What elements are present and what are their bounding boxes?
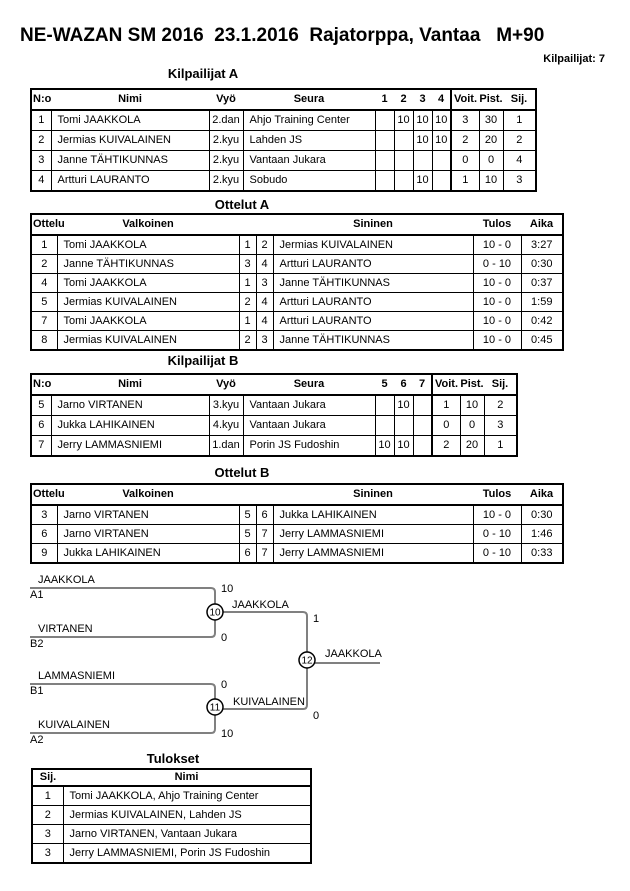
cell-tulos: 0 - 10 [473, 525, 521, 544]
col-header-pist: Pist. [479, 89, 503, 110]
cell-m3: 10 [413, 131, 432, 151]
cell-no: 5 [31, 395, 51, 416]
cell-pist: 10 [460, 395, 484, 416]
cell-n2: 2 [256, 235, 273, 255]
competitors-count: Kilpailijat: 7 [543, 53, 605, 65]
cell-sij: 3 [484, 416, 517, 436]
cell-sij: 1 [484, 436, 517, 457]
cell-aika: 0:45 [521, 331, 563, 351]
cell-m4: 10 [432, 110, 451, 131]
cell-m6 [394, 416, 413, 436]
cell-vyo: 4.kyu [209, 416, 243, 436]
bracket-score: 1 [313, 613, 320, 625]
col-header-sij: Sij. [484, 374, 517, 395]
col-header-valkoinen: Valkoinen [57, 484, 239, 505]
cell-m2 [394, 151, 413, 171]
cell-voit: 2 [432, 436, 460, 457]
cell-aika: 3:27 [521, 235, 563, 255]
cell-m4: 10 [432, 131, 451, 151]
cell-no: 3 [31, 151, 51, 171]
col-header-sij: Sij. [503, 89, 536, 110]
col-header-nimi: Nimi [63, 769, 311, 786]
cell-aika: 1:59 [521, 293, 563, 312]
col-header-sininen: Sininen [273, 484, 473, 505]
col-header-nimi: Nimi [51, 89, 209, 110]
cell-aika: 0:30 [521, 255, 563, 274]
cell-pist: 0 [460, 416, 484, 436]
table-row [32, 806, 311, 825]
cell-tulos: 10 - 0 [473, 293, 521, 312]
cell-vyo: 1.dan [209, 436, 243, 457]
cell-match-no: 8 [31, 331, 57, 351]
cell-vyo: 2.dan [209, 110, 243, 131]
col-header-m2: 2 [394, 89, 413, 110]
cell-sij: 2 [503, 131, 536, 151]
cell-nimi: Jerry LAMMASNIEMI, Porin JS Fudoshin [63, 844, 311, 864]
table-row [31, 171, 536, 192]
col-header-m1: 1 [375, 89, 394, 110]
ottelut-a-table [30, 213, 564, 351]
cell-no: 7 [31, 436, 51, 457]
cell-vyo: 2.kyu [209, 151, 243, 171]
bracket-seed: A1 [30, 589, 44, 601]
cell-seura: Porin JS Fudoshin [243, 436, 375, 457]
table-body [31, 505, 563, 563]
col-header-n2 [256, 484, 273, 505]
bracket-seed: A2 [30, 734, 44, 746]
cell-aika: 0:42 [521, 312, 563, 331]
cell-n1: 5 [239, 525, 256, 544]
col-header-seura: Seura [243, 89, 375, 110]
cell-sininen: Artturi LAURANTO [273, 255, 473, 274]
cell-sininen: Jermias KUIVALAINEN [273, 235, 473, 255]
cell-no: 2 [31, 131, 51, 151]
cell-match-no: 2 [31, 255, 57, 274]
table-body [32, 786, 311, 863]
cell-n2: 6 [256, 505, 273, 525]
table-row [31, 293, 563, 312]
col-header-ottelu: Ottelu [31, 214, 57, 235]
cell-nimi: Jukka LAHIKAINEN [51, 416, 209, 436]
cell-pist: 20 [479, 131, 503, 151]
col-header-aika: Aika [521, 484, 563, 505]
cell-m1 [375, 151, 394, 171]
table-row [31, 110, 536, 131]
cell-valkoinen: Jarno VIRTANEN [57, 505, 239, 525]
cell-m1 [375, 110, 394, 131]
cell-sininen: Jukka LAHIKAINEN [273, 505, 473, 525]
cell-m5 [375, 416, 394, 436]
section-title-ottelut-a: Ottelut A [214, 197, 270, 212]
cell-n1: 1 [239, 274, 256, 293]
cell-tulos: 10 - 0 [473, 505, 521, 525]
table-body [31, 235, 563, 350]
cell-m4 [432, 151, 451, 171]
cell-tulos: 0 - 10 [473, 255, 521, 274]
cell-vyo: 2.kyu [209, 131, 243, 151]
col-header-n2 [256, 214, 273, 235]
bracket-competitor-name: LAMMASNIEMI [38, 670, 116, 682]
cell-voit: 1 [432, 395, 460, 416]
cell-n1: 5 [239, 505, 256, 525]
col-header-m3: 3 [413, 89, 432, 110]
bracket-winner-name: KUIVALAINEN [233, 696, 305, 708]
cell-nimi: Tomi JAAKKOLA, Ahjo Training Center [63, 786, 311, 806]
bracket-champion-name: JAAKKOLA [325, 648, 382, 660]
cell-m2: 10 [394, 110, 413, 131]
cell-aika: 0:30 [521, 505, 563, 525]
cell-match-no: 5 [31, 293, 57, 312]
page-title: NE-WAZAN SM 2016 23.1.2016 Rajatorppa, Vantaa M+90 [20, 25, 545, 46]
section-title-kilpailijat-b: Kilpailijat B [167, 353, 239, 368]
cell-m2 [394, 131, 413, 151]
col-header-m6: 6 [394, 374, 413, 395]
cell-valkoinen: Jukka LAHIKAINEN [57, 544, 239, 564]
cell-m7 [413, 436, 432, 457]
table-row [31, 525, 563, 544]
cell-aika: 0:37 [521, 274, 563, 293]
cell-n2: 4 [256, 293, 273, 312]
bracket-diagram [0, 560, 630, 760]
table-row [31, 235, 563, 255]
col-header-vyo: Vyö [209, 374, 243, 395]
kilpailijat-b-table [30, 373, 518, 457]
match-number: 10 [209, 607, 221, 619]
section-title-kilpailijat-a: Kilpailijat A [167, 66, 239, 81]
col-header-no: N:o [31, 374, 51, 395]
cell-match-no: 9 [31, 544, 57, 564]
cell-pist: 0 [479, 151, 503, 171]
cell-sininen: Artturi LAURANTO [273, 293, 473, 312]
cell-n2: 7 [256, 525, 273, 544]
cell-n1: 2 [239, 331, 256, 351]
cell-sij: 4 [503, 151, 536, 171]
table-row [31, 395, 517, 416]
cell-sij: 1 [32, 786, 63, 806]
cell-m3: 10 [413, 171, 432, 192]
cell-tulos: 10 - 0 [473, 331, 521, 351]
cell-nimi: Jermias KUIVALAINEN [51, 131, 209, 151]
bracket-competitor-name: JAAKKOLA [38, 574, 95, 586]
cell-sij: 1 [503, 110, 536, 131]
bracket-seed: B2 [30, 638, 44, 650]
cell-sininen: Janne TÄHTIKUNNAS [273, 274, 473, 293]
bracket-competitor-name: VIRTANEN [38, 623, 93, 635]
table-row [32, 825, 311, 844]
cell-n2: 4 [256, 312, 273, 331]
cell-match-no: 3 [31, 505, 57, 525]
col-header-m4: 4 [432, 89, 451, 110]
bracket-seed: B1 [30, 685, 44, 697]
bracket-winner-name: JAAKKOLA [232, 599, 289, 611]
cell-sininen: Janne TÄHTIKUNNAS [273, 331, 473, 351]
cell-valkoinen: Tomi JAAKKOLA [57, 312, 239, 331]
cell-m3 [413, 151, 432, 171]
cell-seura: Vantaan Jukara [243, 416, 375, 436]
table-header [31, 89, 536, 110]
cell-no: 6 [31, 416, 51, 436]
table-row [31, 255, 563, 274]
bracket-score: 0 [313, 710, 320, 722]
cell-valkoinen: Janne TÄHTIKUNNAS [57, 255, 239, 274]
col-header-m7: 7 [413, 374, 432, 395]
table-row [31, 131, 536, 151]
cell-n1: 1 [239, 235, 256, 255]
cell-match-no: 6 [31, 525, 57, 544]
cell-seura: Vantaan Jukara [243, 151, 375, 171]
cell-valkoinen: Tomi JAAKKOLA [57, 235, 239, 255]
cell-m6: 10 [394, 395, 413, 416]
table-body [31, 395, 517, 456]
col-header-voit: Voit. [432, 374, 460, 395]
cell-n1: 6 [239, 544, 256, 564]
match-number: 11 [209, 702, 221, 714]
table-header [32, 769, 311, 786]
cell-valkoinen: Jermias KUIVALAINEN [57, 331, 239, 351]
cell-m2 [394, 171, 413, 192]
ottelut-b-table [30, 483, 564, 564]
cell-vyo: 2.kyu [209, 171, 243, 192]
cell-nimi: Jerry LAMMASNIEMI [51, 436, 209, 457]
col-header-voit: Voit. [451, 89, 479, 110]
kilpailijat-a-table [30, 88, 537, 192]
cell-n2: 3 [256, 274, 273, 293]
cell-pist: 20 [460, 436, 484, 457]
col-header-n1 [239, 214, 256, 235]
col-header-nimi: Nimi [51, 374, 209, 395]
cell-sij: 2 [484, 395, 517, 416]
cell-seura: Ahjo Training Center [243, 110, 375, 131]
table-header [31, 484, 563, 505]
cell-m5: 10 [375, 436, 394, 457]
section-title-ottelut-b: Ottelut B [214, 465, 270, 480]
col-header-m5: 5 [375, 374, 394, 395]
table-header [31, 214, 563, 235]
table-row [31, 505, 563, 525]
section-title-tulokset: Tulokset [146, 751, 200, 766]
cell-valkoinen: Jarno VIRTANEN [57, 525, 239, 544]
col-header-n1 [239, 484, 256, 505]
bracket-line-semi1-winner [223, 612, 307, 652]
cell-match-no: 1 [31, 235, 57, 255]
cell-voit: 1 [451, 171, 479, 192]
col-header-seura: Seura [243, 374, 375, 395]
cell-n2: 4 [256, 255, 273, 274]
cell-pist: 30 [479, 110, 503, 131]
cell-no: 1 [31, 110, 51, 131]
col-header-tulos: Tulos [473, 214, 521, 235]
cell-tulos: 0 - 10 [473, 544, 521, 564]
cell-nimi: Jarno VIRTANEN [51, 395, 209, 416]
table-header [31, 374, 517, 395]
cell-sininen: Artturi LAURANTO [273, 312, 473, 331]
cell-m1 [375, 131, 394, 151]
cell-sininen: Jerry LAMMASNIEMI [273, 544, 473, 564]
bracket-line-semi1-top [30, 588, 215, 604]
cell-pist: 10 [479, 171, 503, 192]
table-body [31, 110, 536, 191]
col-header-sininen: Sininen [273, 214, 473, 235]
cell-valkoinen: Tomi JAAKKOLA [57, 274, 239, 293]
cell-vyo: 3.kyu [209, 395, 243, 416]
cell-valkoinen: Jermias KUIVALAINEN [57, 293, 239, 312]
cell-n2: 3 [256, 331, 273, 351]
cell-voit: 0 [432, 416, 460, 436]
cell-m4 [432, 171, 451, 192]
cell-tulos: 10 - 0 [473, 274, 521, 293]
cell-m3: 10 [413, 110, 432, 131]
cell-seura: Vantaan Jukara [243, 395, 375, 416]
bracket-score: 10 [221, 583, 234, 595]
table-row [31, 331, 563, 351]
table-row [31, 151, 536, 171]
bracket-score: 0 [221, 679, 228, 691]
col-header-ottelu: Ottelu [31, 484, 57, 505]
col-header-pist: Pist. [460, 374, 484, 395]
col-header-no: N:o [31, 89, 51, 110]
cell-voit: 2 [451, 131, 479, 151]
table-row [31, 416, 517, 436]
cell-sij: 3 [503, 171, 536, 192]
bracket-competitor-name: KUIVALAINEN [38, 719, 110, 731]
table-row [31, 274, 563, 293]
match-number: 12 [301, 655, 313, 667]
bracket-score: 10 [221, 728, 234, 740]
cell-tulos: 10 - 0 [473, 235, 521, 255]
cell-n2: 7 [256, 544, 273, 564]
cell-n1: 3 [239, 255, 256, 274]
cell-voit: 3 [451, 110, 479, 131]
table-row [31, 436, 517, 457]
cell-nimi: Janne TÄHTIKUNNAS [51, 151, 209, 171]
cell-n1: 1 [239, 312, 256, 331]
cell-n1: 2 [239, 293, 256, 312]
cell-m7 [413, 416, 432, 436]
cell-no: 4 [31, 171, 51, 192]
cell-m6: 10 [394, 436, 413, 457]
cell-tulos: 10 - 0 [473, 312, 521, 331]
table-row [32, 786, 311, 806]
tulokset-table [31, 768, 312, 864]
cell-aika: 1:46 [521, 525, 563, 544]
cell-aika: 0:33 [521, 544, 563, 564]
cell-voit: 0 [451, 151, 479, 171]
bracket-score: 0 [221, 632, 228, 644]
col-header-tulos: Tulos [473, 484, 521, 505]
col-header-sij: Sij. [32, 769, 63, 786]
col-header-valkoinen: Valkoinen [57, 214, 239, 235]
table-row [32, 844, 311, 864]
cell-sij: 2 [32, 806, 63, 825]
col-header-vyo: Vyö [209, 89, 243, 110]
cell-match-no: 7 [31, 312, 57, 331]
cell-match-no: 4 [31, 274, 57, 293]
cell-m7 [413, 395, 432, 416]
cell-seura: Sobudo [243, 171, 375, 192]
cell-nimi: Jermias KUIVALAINEN, Lahden JS [63, 806, 311, 825]
cell-nimi: Artturi LAURANTO [51, 171, 209, 192]
cell-m1 [375, 171, 394, 192]
cell-sij: 3 [32, 825, 63, 844]
cell-seura: Lahden JS [243, 131, 375, 151]
cell-sij: 3 [32, 844, 63, 864]
cell-nimi: Tomi JAAKKOLA [51, 110, 209, 131]
cell-sininen: Jerry LAMMASNIEMI [273, 525, 473, 544]
bracket-line-semi2-top [30, 684, 215, 699]
cell-m5 [375, 395, 394, 416]
col-header-aika: Aika [521, 214, 563, 235]
cell-nimi: Jarno VIRTANEN, Vantaan Jukara [63, 825, 311, 844]
table-row [31, 312, 563, 331]
